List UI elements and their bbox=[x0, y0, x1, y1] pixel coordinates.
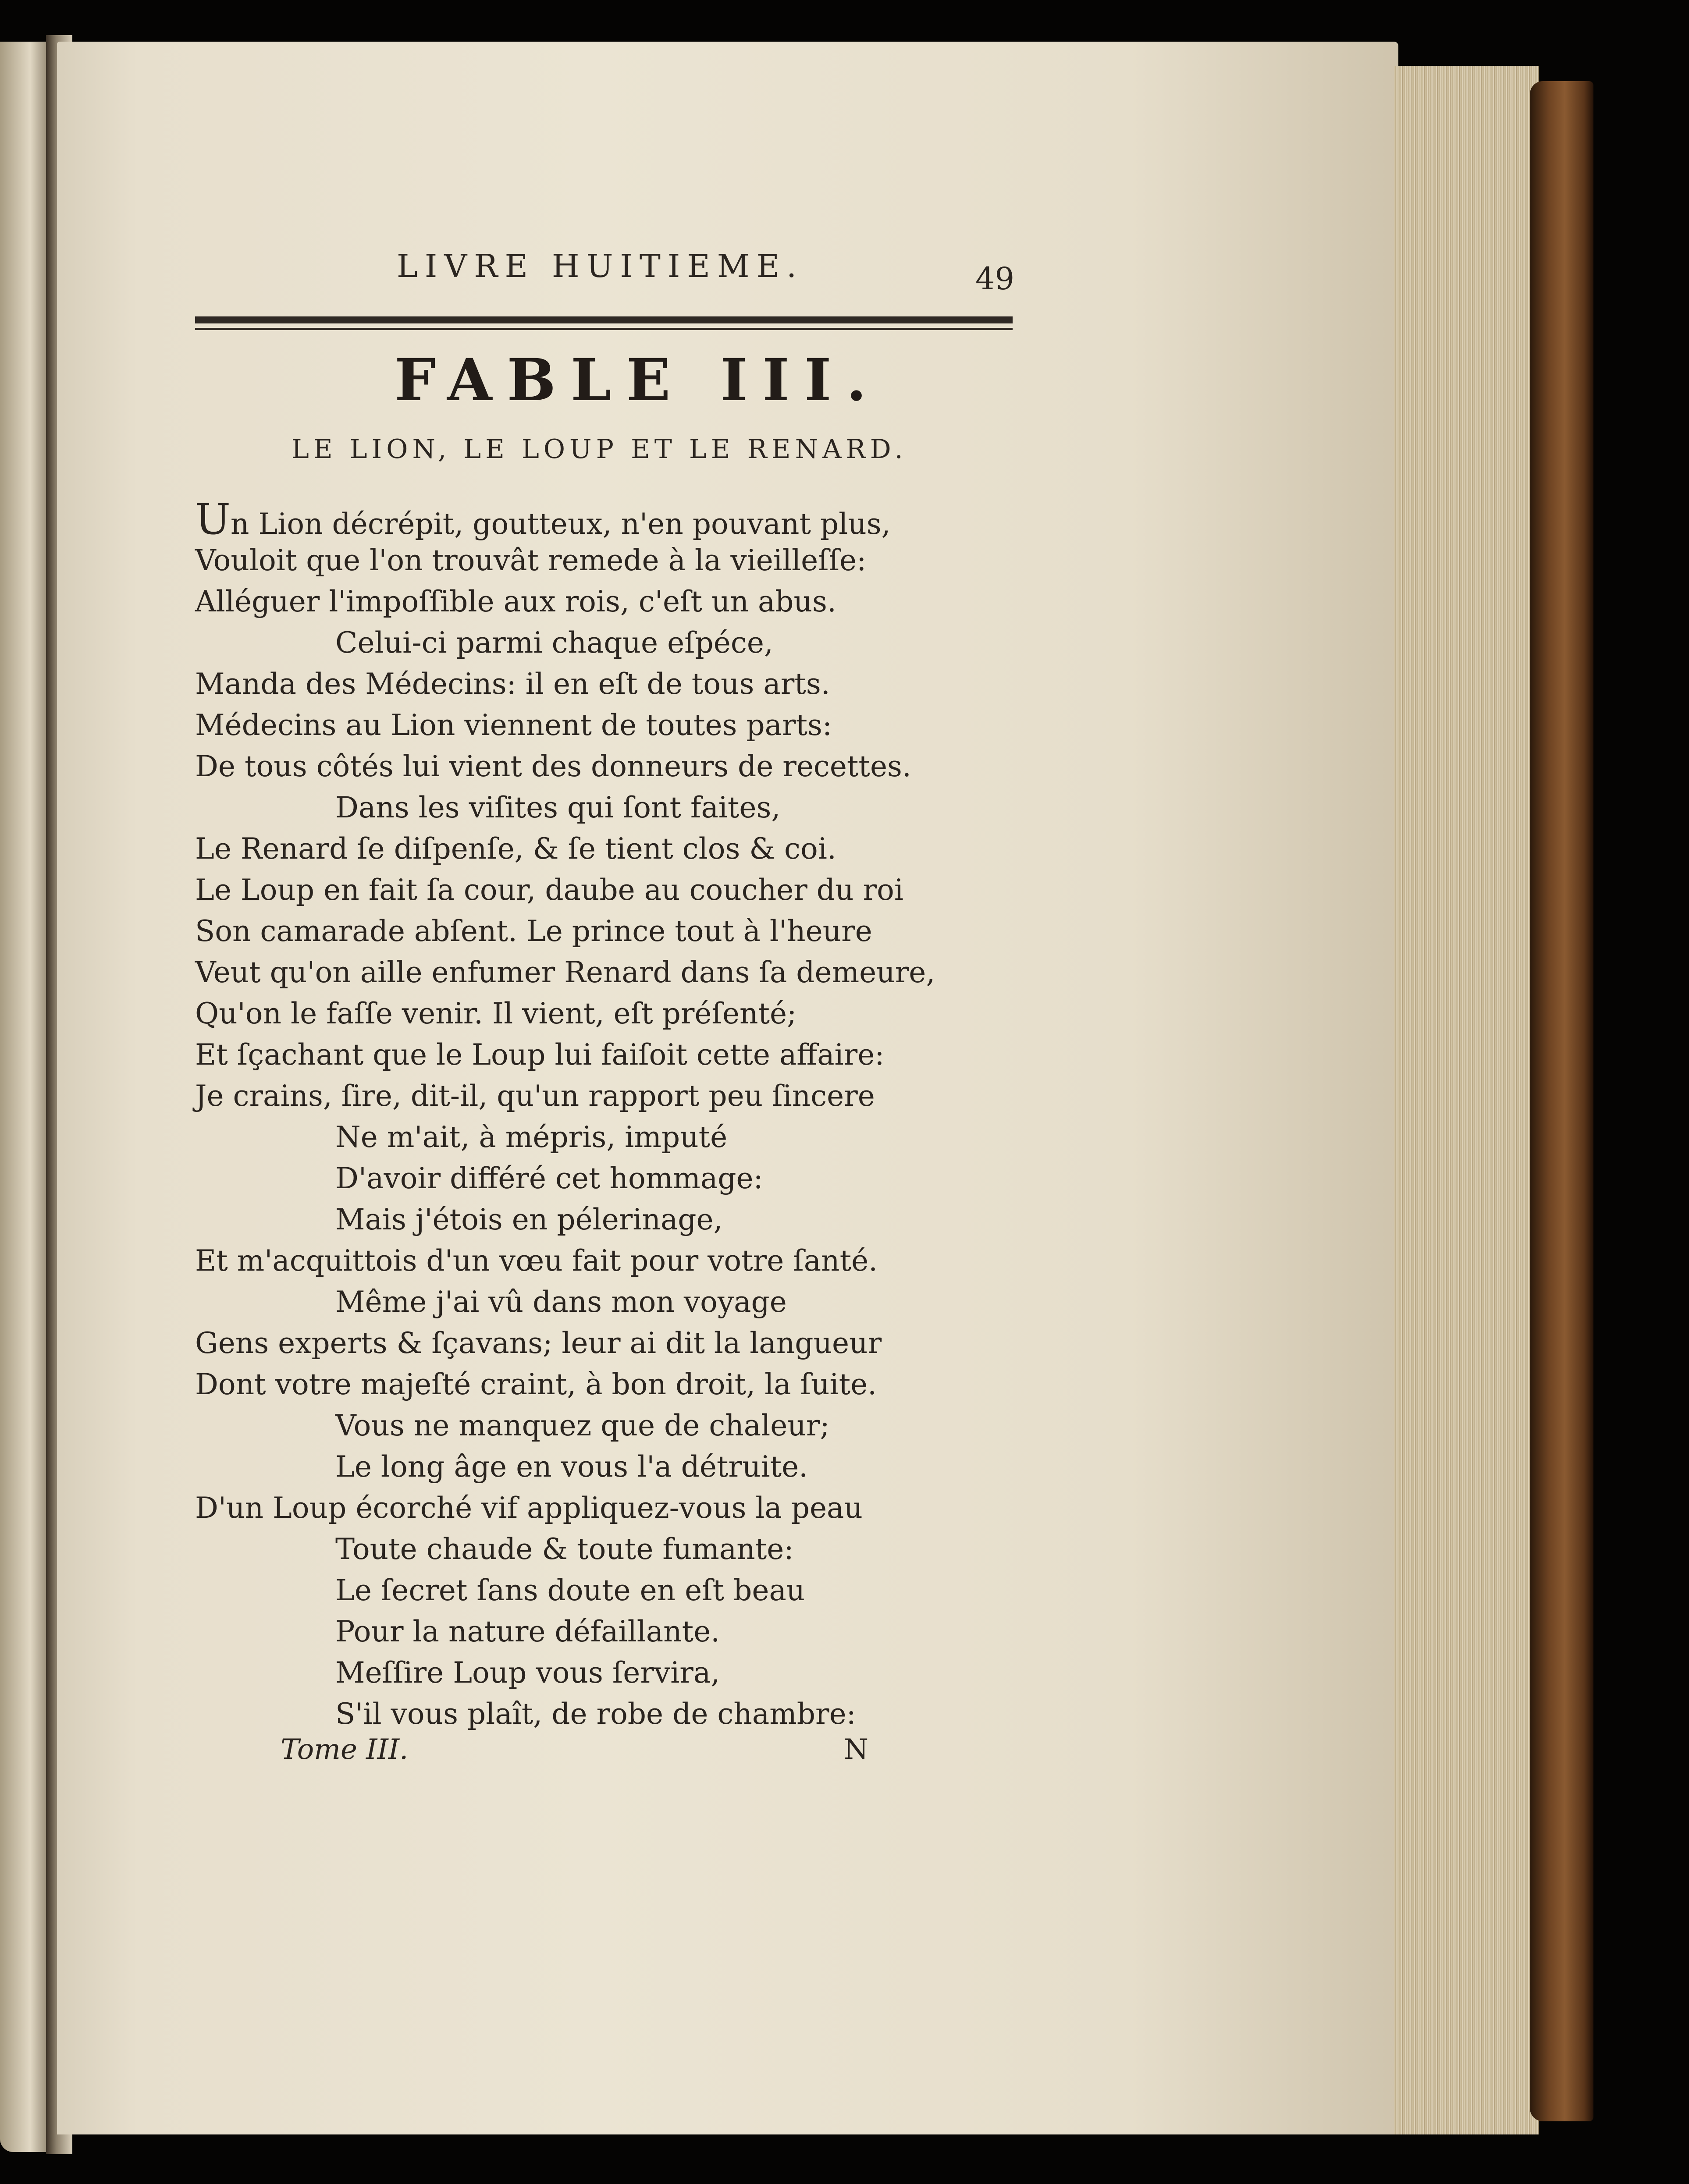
header-rule bbox=[195, 316, 1013, 334]
poem-line: Le Loup en fait ſa cour, daube au coucher du roi bbox=[195, 873, 903, 907]
poem-line: Son camarade abſent. Le prince tout à l'heure bbox=[195, 914, 872, 948]
poem-line: Médecins au Lion viennent de toutes parts: bbox=[195, 708, 832, 742]
fable-title: FABLE III. bbox=[395, 346, 882, 414]
poem-line: Le long âge en vous l'a détruite. bbox=[335, 1450, 808, 1484]
signature-mark: N bbox=[844, 1733, 868, 1766]
drop-cap: U bbox=[195, 495, 231, 544]
poem-line: Manda des Médecins: il en eſt de tous arts. bbox=[195, 667, 830, 701]
fable-subtitle: LE LION, LE LOUP ET LE RENARD. bbox=[292, 434, 907, 465]
poem-line: Je crains, ſire, dit-il, qu'un rapport peu ſincere bbox=[195, 1079, 875, 1113]
poem-line: S'il vous plaît, de robe de chambre: bbox=[335, 1697, 856, 1731]
poem-line: Et m'acquittois d'un vœu fait pour votre ſanté. bbox=[195, 1244, 878, 1278]
poem-line: D'avoir différé cet hommage: bbox=[335, 1161, 763, 1195]
poem-line: Et ſçachant que le Loup lui faiſoit cette affaire: bbox=[195, 1038, 885, 1072]
poem-line: Gens experts & ſçavans; leur ai dit la langueur bbox=[195, 1326, 882, 1360]
poem-line-first bbox=[195, 495, 891, 544]
poem-line: Celui-ci parmi chaque eſpéce, bbox=[335, 626, 773, 660]
poem-line: D'un Loup écorché vif appliquez-vous la peau bbox=[195, 1491, 863, 1525]
poem-line: Toute chaude & toute fumante: bbox=[335, 1532, 794, 1566]
poem-line: Le ſecret ſans doute en eſt beau bbox=[335, 1573, 805, 1607]
poem-line: Vouloit que l'on trouvât remede à la vieilleſſe: bbox=[195, 543, 867, 577]
poem-line-text: n Lion décrépit, goutteux, n'en pouvant plus, bbox=[230, 507, 891, 541]
poem-line: Le Renard ſe diſpenſe, & ſe tient clos & coi. bbox=[195, 832, 836, 866]
header-rule-thick bbox=[195, 316, 1013, 323]
signature-volume: Tome III. bbox=[281, 1733, 409, 1766]
poem-line: Dans les viſites qui ſont faites, bbox=[335, 791, 781, 824]
poem-line: Même j'ai vû dans mon voyage bbox=[335, 1285, 787, 1319]
poem-line: Pour la nature défaillante. bbox=[335, 1615, 720, 1648]
page-number: 49 bbox=[975, 261, 1015, 297]
running-head: LIVRE HUITIEME. bbox=[397, 248, 804, 284]
poem-line: Alléguer l'impoſſible aux rois, c'eſt un abus. bbox=[195, 585, 836, 618]
poem-line: Dont votre majeſté craint, à bon droit, la ſuite. bbox=[195, 1367, 877, 1401]
poem-line: Qu'on le faſſe venir. Il vient, eſt préſenté; bbox=[195, 997, 797, 1030]
poem-line: Vous ne manquez que de chaleur; bbox=[335, 1409, 830, 1442]
poem-line: Ne m'ait, à mépris, imputé bbox=[335, 1120, 728, 1154]
poem-line: Veut qu'on aille enfumer Renard dans ſa demeure, bbox=[195, 955, 935, 989]
poem-line: De tous côtés lui vient des donneurs de recettes. bbox=[195, 749, 911, 783]
poem-line: Meſſire Loup vous ſervira, bbox=[335, 1656, 720, 1690]
header-rule-thin bbox=[195, 328, 1013, 330]
poem-line: Mais j'étois en pélerinage, bbox=[335, 1203, 723, 1236]
